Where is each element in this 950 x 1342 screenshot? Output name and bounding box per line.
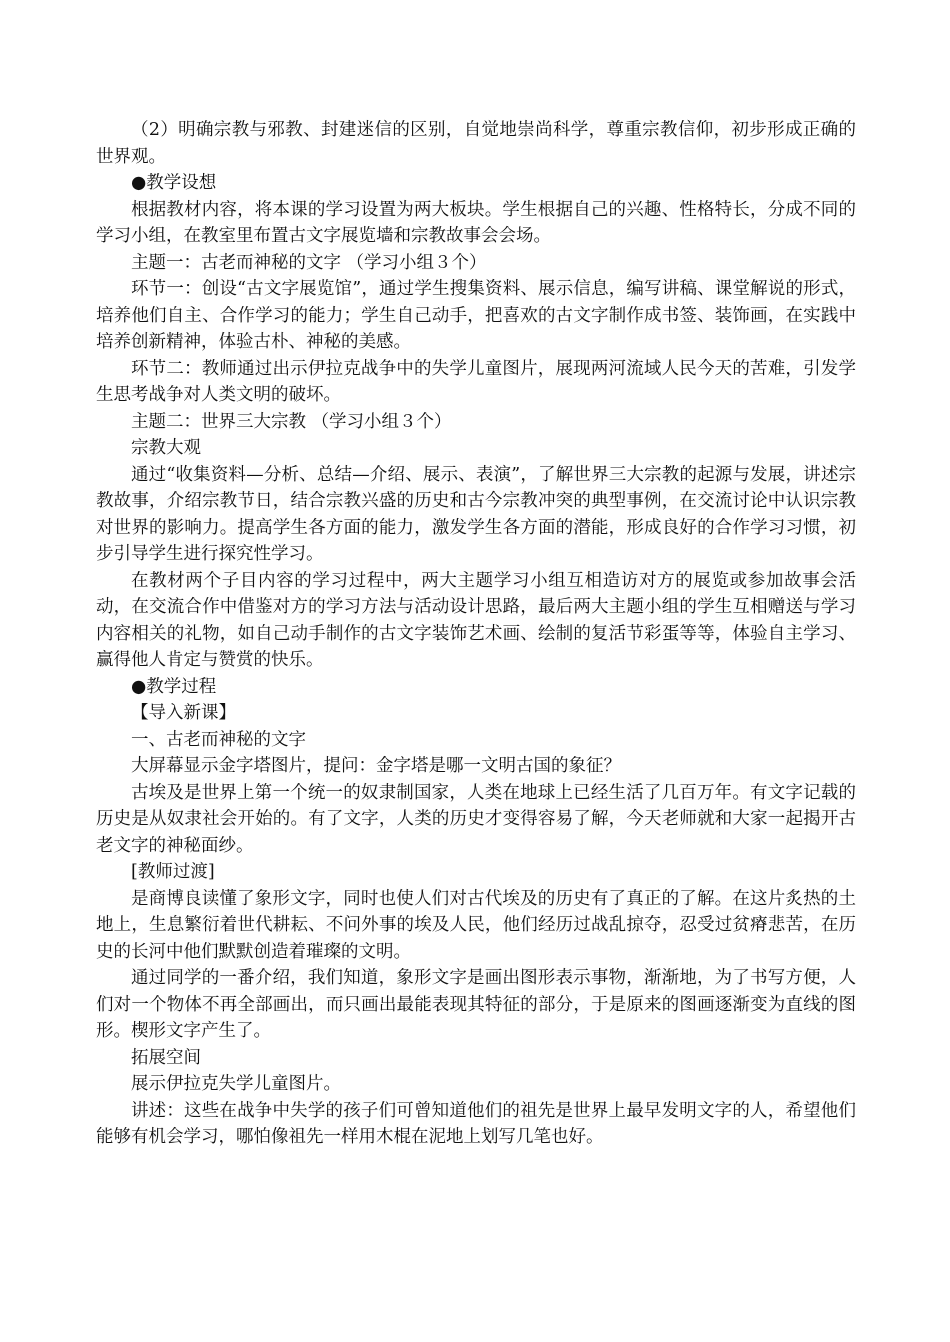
body-paragraph: 讲述：这些在战争中失学的孩子们可曾知道他们的祖先是世界上最早发明文字的人，希望他们能够有机会学习，哪怕像祖先一样用木棍在泥地上划写几笔也好。 xyxy=(96,1100,856,1147)
topic-two-heading: 主题二：世界三大宗教 （学习小组３个） xyxy=(131,411,452,432)
subheading-teacher-transition: [教师过渡] xyxy=(131,862,215,882)
body-paragraph: 在教材两个子目内容的学习过程中，两大主题学习小组互相造访对方的展览或参加故事会活动，在交流合作中借鉴对方的学习方法与活动设计思路，最后两大主题小组的学生互相赠送与学习内容相关的礼物，如自己动手制作的古文字装饰艺术画、绘制的复活节彩蛋等等，体验自主学习、赢得他人肯定与赞赏的快乐。 xyxy=(96,570,856,670)
objective-paragraph: （2）明确宗教与邪教、封建迷信的区别，自觉地崇尚科学，尊重宗教信仰，初步形成正确的世界观。 xyxy=(96,120,856,167)
body-paragraph: 古埃及是世界上第一个统一的奴隶制国家，人类在地球上已经生活了几百万年。有文字记载的历史是从奴隶社会开始的。有了文字，人类的历史才变得容易了解，今天老师就和大家一起揭开古老文字的神秘面纱。 xyxy=(96,782,856,856)
subheading-religion-overview: 宗教大观 xyxy=(131,438,201,458)
topic-one-heading: 主题一：古老而神秘的文字 （学习小组３个） xyxy=(131,252,487,273)
body-paragraph: 环节一：创设“古文字展览馆”，通过学生搜集资料、展示信息，编写讲稿、课堂解说的形式，培养他们自主、合作学习的能力；学生自己动手，把喜欢的古文字制作成书签、装饰画，在实践中培养创新精神，体验古朴、神秘的美感。 xyxy=(96,279,856,352)
body-paragraph: 通过同学的一番介绍，我们知道，象形文字是画出图形表示事物，渐渐地，为了书写方便，人们对一个物体不再全部画出，而只画出最能表现其特征的部分，于是原来的图画逐渐变为直线的图形。楔形文字产生了。 xyxy=(96,968,856,1041)
subheading-new-lesson: 【导入新课】 xyxy=(131,703,236,723)
body-paragraph: 根据教材内容，将本课的学习设置为两大板块。学生根据自己的兴趣、性格特长，分成不同的学习小组，在教室里布置古文字展览墙和宗教故事会会场。 xyxy=(96,199,856,246)
document-body xyxy=(96,117,856,1151)
body-paragraph: 是商博良读懂了象形文字，同时也使人们对古代埃及的历史有了真正的了解。在这片炙热的土地上，生息繁衍着世代耕耘、不问外事的埃及人民，他们经历过战乱掠夺，忍受过贫瘠悲苦，在历史的长河中他们默默创造着璀璨的文明。 xyxy=(96,888,856,962)
section-heading-teaching-idea: ●教学设想 xyxy=(131,173,217,193)
body-paragraph: 通过“收集资料—分析、总结—介绍、展示、表演”，了解世界三大宗教的起源与发展，讲述宗教故事，介绍宗教节日，结合宗教兴盛的历史和古今宗教冲突的典型事例，在交流讨论中认识宗教对世界的影响力。提高学生各方面的能力，激发学生各方面的潜能，形成良好的合作学习习惯，初步引导学生进行探究性学习。 xyxy=(96,464,856,564)
body-paragraph: 环节二：教师通过出示伊拉克战争中的失学儿童图片，展现两河流域人民今天的苦难，引发学生思考战争对人类文明的破坏。 xyxy=(96,358,856,405)
body-paragraph: 大屏幕显示金字塔图片，提问：金字塔是哪一文明古国的象征？ xyxy=(131,756,621,776)
subheading-ancient-script: 一、古老而神秘的文字 xyxy=(131,729,306,750)
body-paragraph: 展示伊拉克失学儿童图片。 xyxy=(131,1074,341,1094)
section-heading-teaching-process: ●教学过程 xyxy=(131,676,217,697)
subheading-extension: 拓展空间 xyxy=(131,1047,201,1068)
